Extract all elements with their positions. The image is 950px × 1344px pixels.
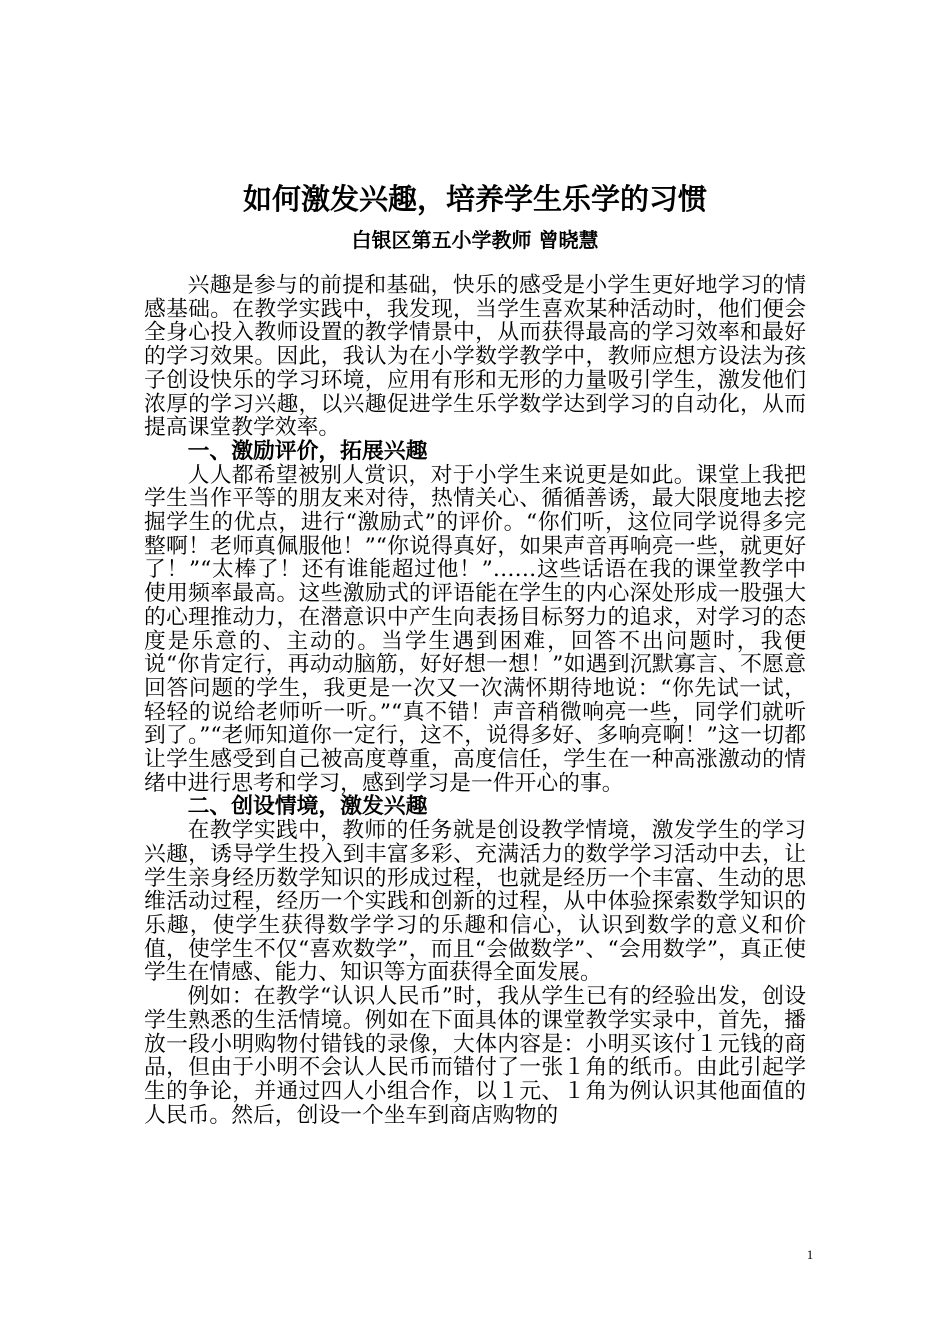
section-1-paragraph: 人人都希望被别人赏识，对于小学生来说更是如此。课堂上我把学生当作平等的朋友来对待，热情关心、循循善诱，最大限度地去挖掘学生的优点，进行“激励式”的评价。“你们听，这位同学说得多完整啊！老师真佩服他！”“你说得真好，如果声音再响亮一些，就更好了！”“太棒了！还有谁能超过他！”……这些话语在我的课堂教学中使用频率最高。这些激励式的评语能在学生的内心深处形成一股强大的心理推动力，在潜意识中产生向表扬目标努力的追求，对学习的态度是乐意的、主动的。当学生遇到困难，回答不出问题时，我便说“你肯定行，再动动脑筋，好好想一想！”如遇到沉默寡言、不愿意回答问题的学生，我更是一次又一次满怀期待地说：“你先试一试，轻轻的说给老师听一听。”“真不错！声音稍微响亮一些，同学们就听到了。”“老师知道你一定行，这不，说得多好、多响亮啊！”这一切都让学生感受到自己被高度尊重，高度信任，学生在一种高涨激动的情绪中进行思考和学习，感到学习是一件开心的事。 — [144, 462, 806, 796]
section-heading-2: 二、创设情境，激发兴趣 — [187, 794, 428, 820]
document-title: 如何激发兴趣，培养学生乐学的习惯 — [242, 182, 707, 216]
author-line: 白银区第五小学教师 曾晓慧 — [351, 228, 599, 252]
page-number: 1 — [806, 1247, 814, 1262]
intro-paragraph: 兴趣是参与的前提和基础，快乐的感受是小学生更好地学习的情感基础。在教学实践中，我发现，当学生喜欢某种活动时，他们便会全身心投入教师设置的教学情景中，从而获得最高的学习效率和最好的学习效果。因此，我认为在小学数学教学中，教师应想方设法为孩子创设快乐的学习环境，应用有形和无形的力量吸引学生，激发他们浓厚的学习兴趣，以兴趣促进学生乐学数学达到学习的自动化，从而提高课堂教学效率。 — [144, 273, 806, 441]
example-paragraph: 例如：在教学“认识人民币”时，我从学生已有的经验出发，创设学生熟悉的生活情境。例如在下面具体的课堂教学实录中，首先，播放一段小明购物付错钱的录像，大体内容是：小明买该付１元钱的商品，但由于小明不会认人民币而错付了一张１角的纸币。由此引起学生的争论，并通过四人小组合作，以１元、１角为例认识其他面值的人民币。然后，创设一个坐车到商店购物的 — [144, 984, 806, 1128]
document-body — [144, 274, 806, 1127]
section-2-paragraph: 在教学实践中，教师的任务就是创设教学情境，激发学生的学习兴趣，诱导学生投入到丰富多彩、充满活力的数学学习活动中去，让学生亲身经历数学知识的形成过程，也就是经历一个丰富、生动的思维活动过程，经历一个实践和创新的过程，从中体验探索数学知识的乐趣，使学生获得数学学习的乐趣和信心，认识到数学的意义和价值，使学生不仅“喜欢数学”，而且“会做数学”、“会用数学”，真正使学生在情感、能力、知识等方面获得全面发展。 — [144, 818, 806, 986]
section-heading-1: 一、激励评价，拓展兴趣 — [187, 438, 428, 464]
